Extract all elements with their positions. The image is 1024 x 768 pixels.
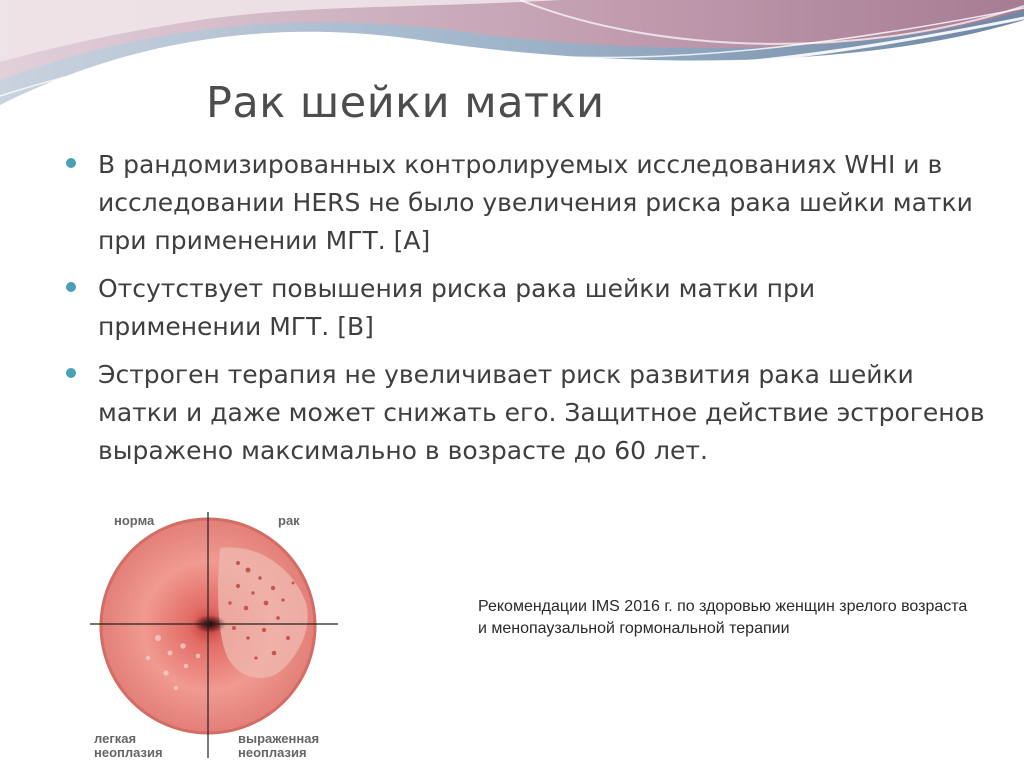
- bullet-icon: [66, 368, 76, 378]
- label-severe-neoplasia: [238, 732, 319, 760]
- bullet-item: [66, 270, 986, 346]
- label-severe-line1: выраженная: [238, 731, 320, 746]
- bullet-list: [66, 146, 986, 480]
- source-citation: Рекомендации IMS 2016 г. по здоровью женщин зрелого возраста и менопаузальной гормональной терапии: [478, 598, 968, 637]
- bullet-icon: [66, 158, 76, 168]
- cervix-illustration: [88, 508, 348, 764]
- bullet-text: В рандомизированных контролируемых исследованиях WHI и в исследовании HERS не было увеличения риска рака шейки матки при применении МГТ. [A]: [98, 150, 973, 255]
- label-severe-line2: неоплазия: [238, 745, 307, 760]
- label-mild-line1: легкая: [94, 731, 137, 746]
- slide-title: Рак шейки матки: [206, 78, 605, 128]
- label-normal: норма: [114, 513, 155, 528]
- label-cancer: рак: [278, 513, 300, 528]
- bullet-item: [66, 146, 986, 260]
- bullet-text: Эстроген терапия не увеличивает риск развития рака шейки матки и даже может снижать его. Защитное действие эстрогенов выражено максимально в возрасте до 60 лет.: [98, 360, 985, 465]
- label-mild-line2: неоплазия: [94, 745, 163, 760]
- bullet-icon: [66, 282, 76, 292]
- bullet-text: Отсутствует повышения риска рака шейки матки при применении МГТ. [B]: [98, 274, 816, 341]
- label-mild-neoplasia: [94, 732, 163, 760]
- cervix-drawing: [88, 508, 348, 764]
- bullet-item: [66, 356, 986, 470]
